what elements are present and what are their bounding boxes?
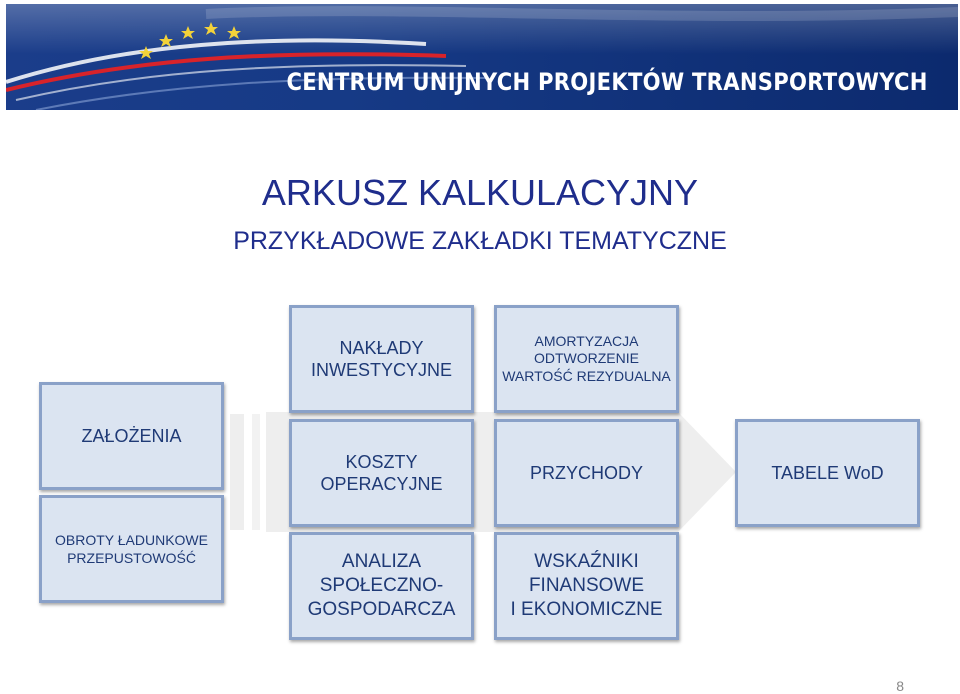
box-obroty-ladunkowe — [39, 495, 224, 603]
box-wskazniki-label: WSKAŹNIKI FINANSOWE I EKONOMICZNE — [510, 551, 663, 620]
box-naklady — [289, 305, 474, 413]
box-amortyzacja — [494, 305, 679, 413]
box-przychody-label: PRZYCHODY — [529, 462, 643, 483]
slide-subtitle: PRZYKŁADOWE ZAKŁADKI TEMATYCZNE — [233, 227, 727, 255]
header-banner — [6, 4, 958, 110]
page-number: 8 — [896, 678, 904, 694]
box-tabele-wod — [735, 419, 920, 527]
box-zalozenia — [39, 382, 224, 490]
box-wskazniki — [494, 532, 679, 640]
banner-title: CENTRUM UNIJNYCH PROJEKTÓW TRANSPORTOWYCH — [286, 68, 928, 96]
box-analiza-label: ANALIZA SPOŁECZNO- GOSPODARCZA — [307, 551, 456, 620]
box-naklady-label: NAKŁADY INWESTYCYJNE — [310, 337, 452, 380]
box-tabele-label: TABELE WoD — [771, 462, 884, 483]
box-zalozenia-label: ZAŁOŻENIA — [81, 425, 182, 446]
slide-title: ARKUSZ KALKULACYJNY — [261, 172, 699, 213]
box-analiza — [289, 532, 474, 640]
box-koszty-label: KOSZTY OPERACYJNE — [320, 451, 443, 494]
box-przychody — [494, 419, 679, 527]
box-obroty-label: OBROTY ŁADUNKOWE PRZEPUSTOWOŚĆ — [55, 532, 208, 566]
box-koszty — [289, 419, 474, 527]
box-amortyzacja-label: AMORTYZACJA ODTWORZENIE WARTOŚĆ REZYDUALNA — [502, 332, 671, 384]
